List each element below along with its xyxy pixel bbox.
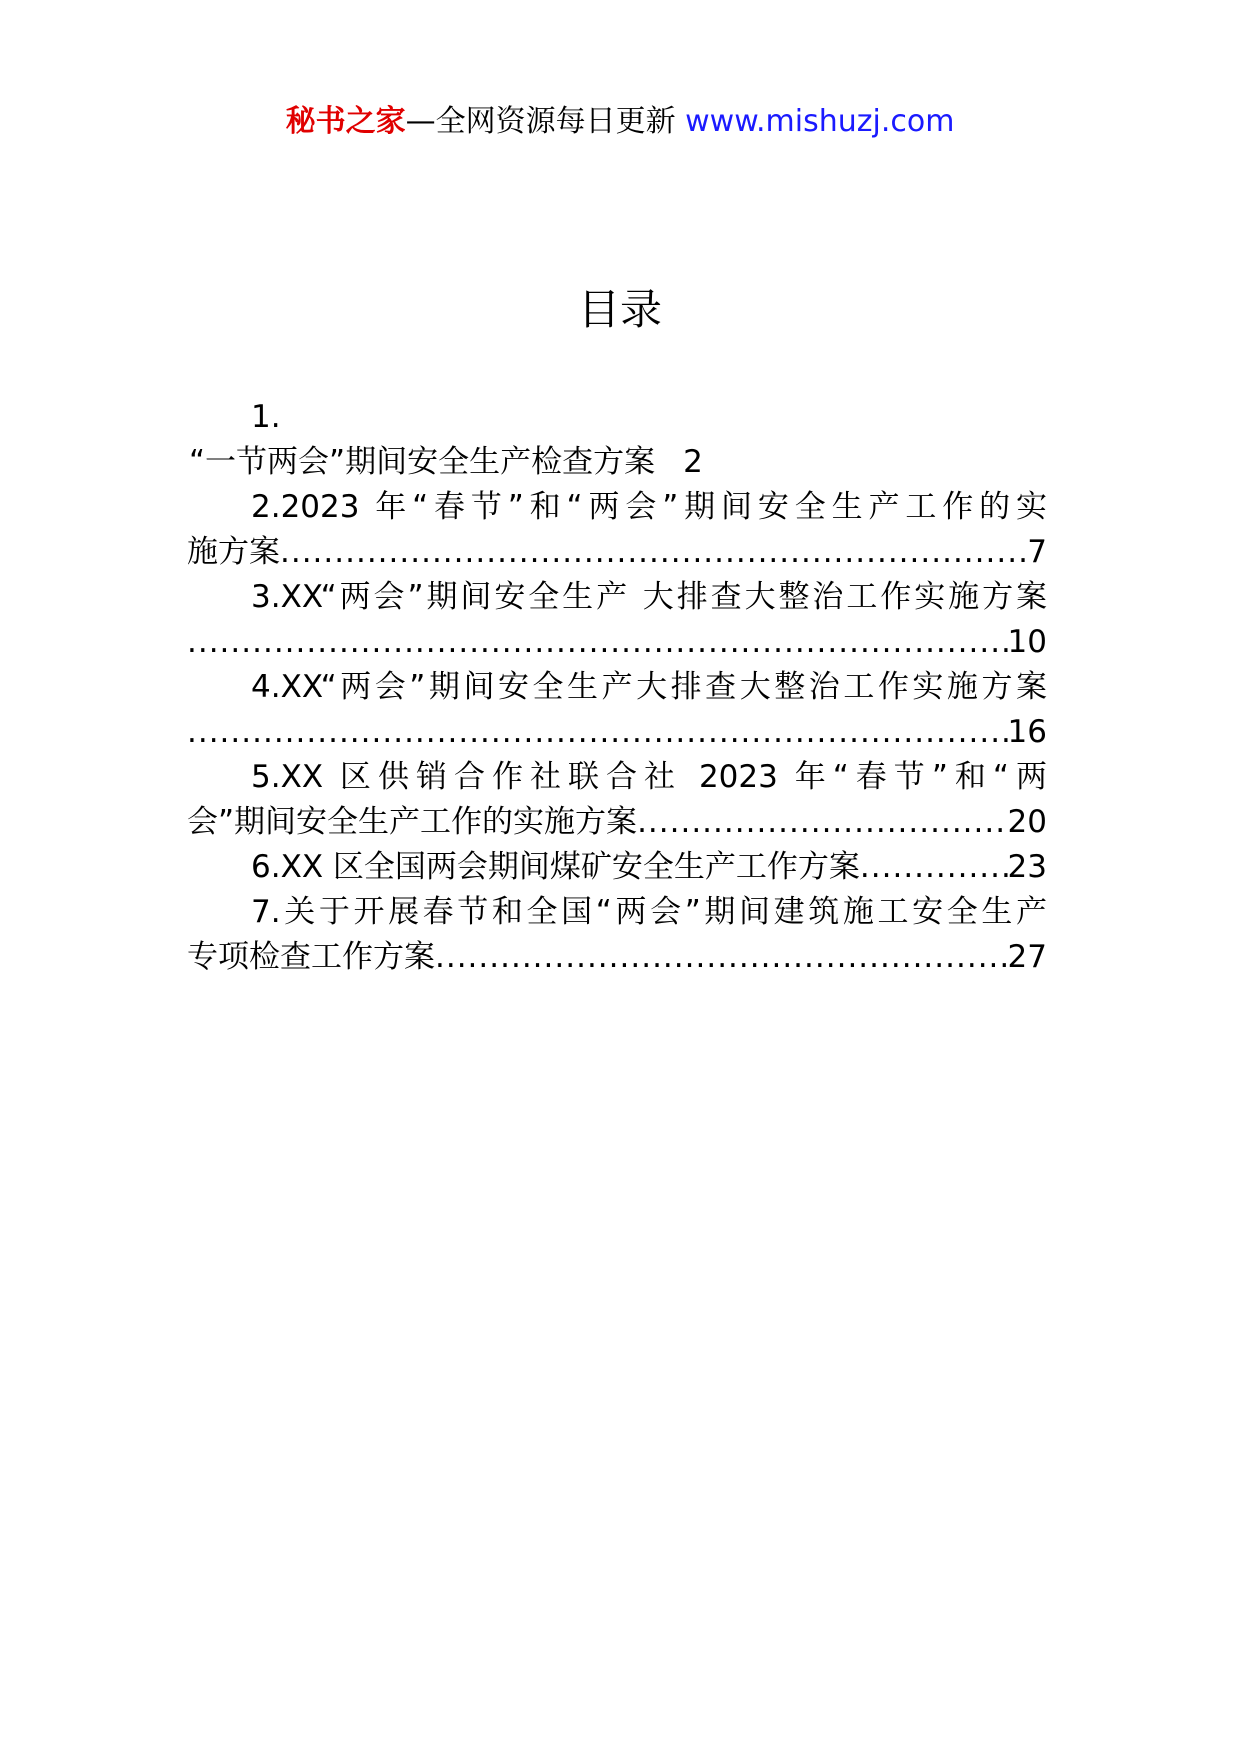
toc-entry-5[interactable] [187,755,1047,800]
toc-entry-4-title-line1: 4.XX“两会”期间安全生产大排查大整治工作实施方案 [251,669,1047,705]
toc-entry-1-number-line [187,395,1047,440]
toc-entry-1-title: “一节两会”期间安全生产检查方案 [189,444,656,480]
toc-entry-5-title-line2: 会”期间安全生产工作的实施方案 [187,804,638,840]
toc-leader-dots [187,710,1008,755]
toc-entry-2-title-line2: 施方案 [187,534,280,570]
table-of-contents [187,395,1047,980]
toc-entry-3-title-line1: 3.XX“两会”期间安全生产 大排查大整治工作实施方案 [251,579,1047,615]
toc-entry-2-title-line1: 2.2023 年“春节”和“两会”期间安全生产工作的实 [251,489,1047,525]
toc-leader-dots [435,935,1008,980]
toc-entry-6-title-line1: 6.XX 区全国两会期间煤矿安全生产工作方案 [251,849,860,885]
banner-slogan: —全网资源每日更新 [405,104,686,139]
site-banner [0,100,1240,144]
toc-entry-7-continuation[interactable] [187,935,1047,980]
toc-entry-7-title-line1: 7.关于开展春节和全国“两会”期间建筑施工安全生产 [251,894,1047,930]
toc-entry-5-title-line1: 5.XX 区供销合作社联合社 2023 年“春节”和“两 [251,759,1047,795]
toc-leader-dots [637,800,1007,845]
toc-entry-7[interactable] [187,890,1047,935]
toc-entry-7-page: 27 [1007,939,1047,975]
toc-entry-2-continuation[interactable] [187,530,1047,575]
toc-leader-dots [280,530,1027,575]
toc-entry-1-page: 2 [683,444,703,480]
toc-entry-5-continuation[interactable] [187,800,1047,845]
toc-leader-dots [187,620,1008,665]
toc-entry-3[interactable] [187,575,1047,620]
toc-leader-dots [860,845,1008,890]
toc-entry-1[interactable] [187,440,1047,485]
toc-entry-1-number: 1. [251,399,281,435]
toc-entry-4[interactable] [187,665,1047,710]
brand-name: 秘书之家 [285,104,406,139]
toc-entry-6[interactable] [187,845,1047,890]
toc-entry-3-continuation[interactable] [187,620,1047,665]
page-title: 目录 [577,285,662,334]
toc-entry-2[interactable] [187,485,1047,530]
toc-entry-3-page: 10 [1007,624,1047,660]
toc-entry-4-continuation[interactable] [187,710,1047,755]
toc-entry-7-title-line2: 专项检查工作方案 [187,939,435,975]
toc-entry-4-page: 16 [1007,714,1047,750]
toc-entry-5-page: 20 [1007,804,1047,840]
site-url-link[interactable]: www.mishuzj.com [685,104,955,139]
toc-entry-6-page: 23 [1007,849,1047,885]
toc-entry-2-page: 7 [1027,534,1047,570]
